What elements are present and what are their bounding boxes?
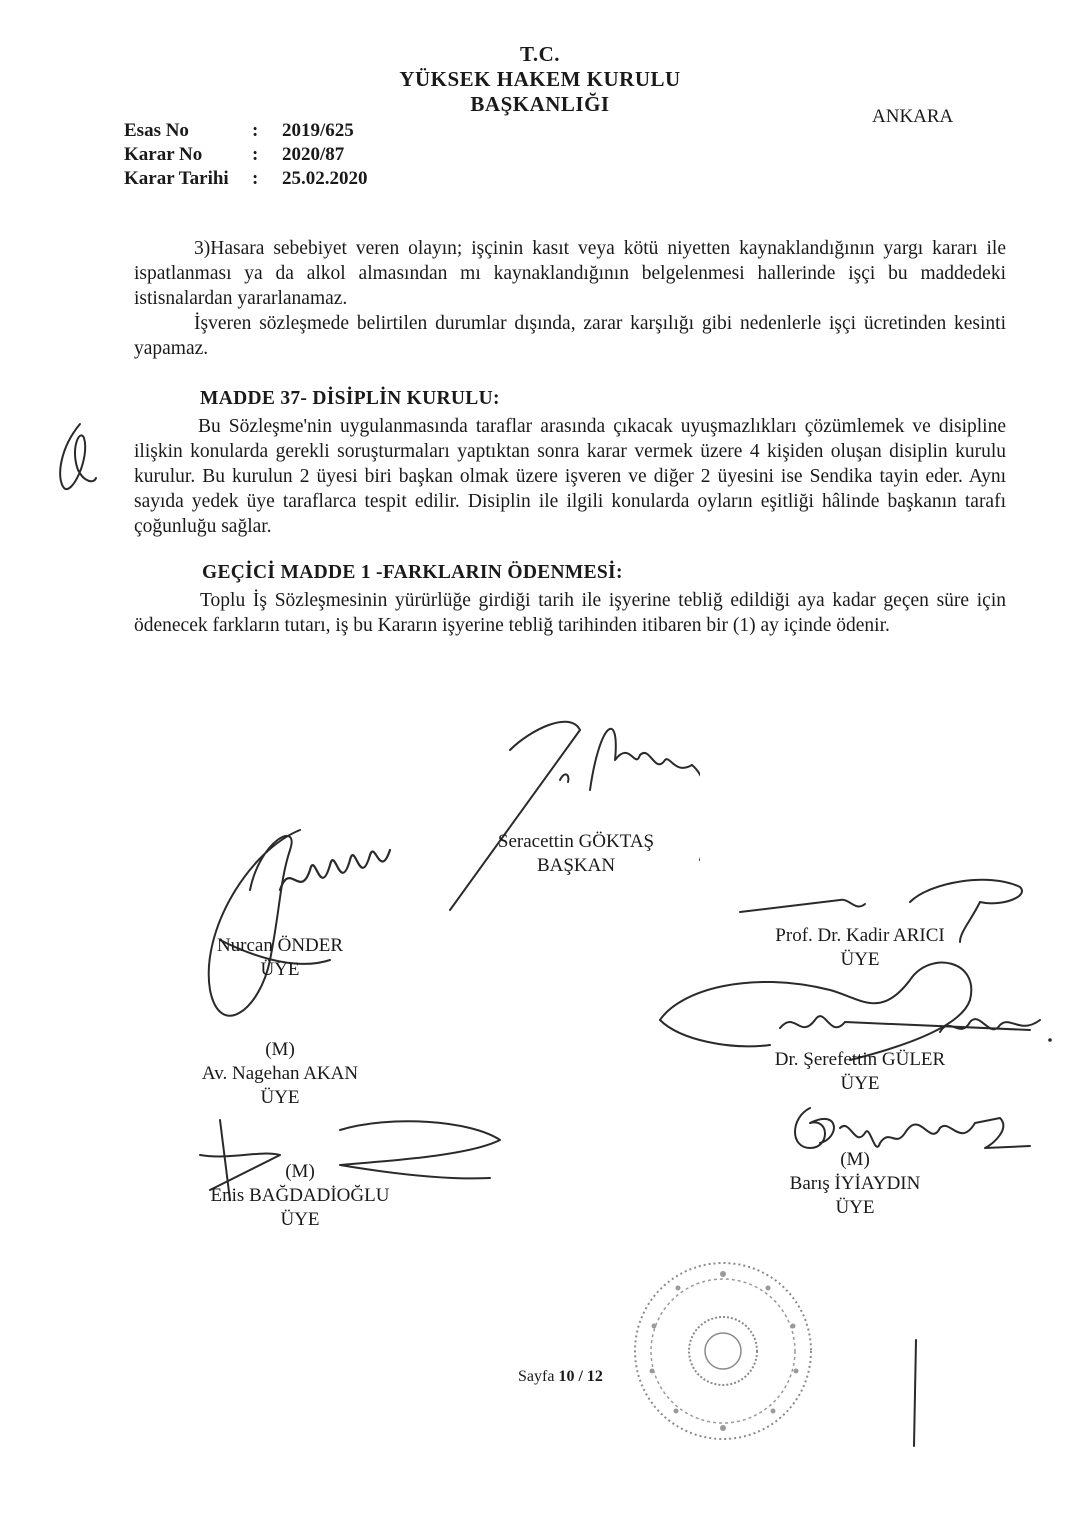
signatory-name: Barış İYİAYDIN — [789, 1173, 921, 1194]
signatory-role: ÜYE — [280, 1209, 320, 1230]
header-institution: YÜKSEK HAKEM KURULU — [399, 67, 681, 91]
page-prefix: Sayfa — [518, 1368, 559, 1385]
meta-value: 2019/625 — [282, 120, 354, 141]
signatory-goktas — [466, 830, 686, 878]
gecici-madde-text: Toplu İş Sözleşmesinin yürürlüğe girdiği tarih ile işyerine tebliğ edildiği aya kadar geçen süre için ödenecek farkların tutarı, iş bu Kararın işyerine tebliğ tarihinden itibaren bir (1) ay içinde ödenir. — [134, 590, 1006, 636]
signatory-akan — [180, 1038, 380, 1110]
signatory-mark: (M) — [285, 1161, 315, 1182]
signatory-mark: (M) — [840, 1149, 870, 1170]
signature-onder — [190, 810, 400, 1040]
madde37-title: MADDE 37- DİSİPLİN KURULU: — [200, 388, 500, 409]
meta-sep: : — [252, 144, 259, 165]
signatory-onder — [180, 934, 380, 982]
case-meta — [124, 120, 368, 192]
meta-row-karar — [124, 144, 368, 168]
meta-value: 25.02.2020 — [282, 168, 368, 189]
signatory-role: ÜYE — [835, 1197, 875, 1218]
signatory-name: Av. Nagehan AKAN — [201, 1063, 359, 1084]
signatory-role: ÜYE — [840, 1073, 880, 1094]
meta-label: Karar Tarihi — [124, 168, 229, 189]
signatory-iyiaydin — [760, 1148, 950, 1220]
page-sep: / — [574, 1368, 587, 1385]
signatory-name: Seracettin GÖKTAŞ — [497, 831, 655, 852]
signatory-bagdadioglu — [185, 1160, 415, 1232]
signatory-name: Prof. Dr. Kadir ARICI — [775, 925, 945, 946]
paragraph-hasara: 3)Hasara sebebiyet veren olayın; işçinin kasıt veya kötü niyetten kaynaklandığının yargı kararı ile ispatlanması ya da alkol almasından mı kaynaklandığının belgelenmesi hallerinde işçi bu maddedeki istisnalardan yararlanamaz. — [134, 238, 1006, 309]
signature-goktas — [430, 700, 700, 920]
header-presidency: BAŞKANLIĞI — [470, 92, 610, 116]
meta-sep: : — [252, 168, 259, 189]
signatory-role: ÜYE — [260, 959, 300, 980]
signatory-name: Enis BAĞDADİOĞLU — [210, 1185, 390, 1206]
signatory-mark: (M) — [265, 1039, 295, 1060]
margin-pen-stroke — [904, 1336, 924, 1456]
signatory-role: ÜYE — [260, 1087, 300, 1108]
signatory-arici — [740, 924, 980, 972]
header-tc: T.C. — [519, 42, 561, 66]
header-city: ANKARA — [872, 106, 954, 127]
meta-value: 2020/87 — [282, 144, 345, 165]
meta-label: Esas No — [124, 120, 189, 141]
page-total: 12 — [586, 1368, 603, 1385]
signatory-role: ÜYE — [840, 949, 880, 970]
signatory-role: BAŞKAN — [536, 855, 616, 876]
official-seal-icon — [628, 1256, 818, 1446]
meta-label: Karar No — [124, 144, 203, 165]
signatory-name: Nurcan ÖNDER — [216, 935, 344, 956]
paragraph-isveren: İşveren sözleşmede belirtilen durumlar dışında, zarar karşılığı gibi nedenlerle işçi ücretinden kesinti yapamaz. — [134, 313, 1006, 359]
gecici-madde-title: GEÇİCİ MADDE 1 -FARKLARIN ÖDENMESİ: — [202, 562, 623, 583]
page-current: 10 — [558, 1368, 575, 1385]
document-header — [330, 42, 750, 117]
meta-row-esas — [124, 120, 368, 144]
meta-row-tarih — [124, 168, 368, 192]
page-number — [518, 1368, 603, 1386]
meta-sep: : — [252, 120, 259, 141]
madde37-text: Bu Sözleşme'nin uygulanmasında taraflar arasında çıkacak uyuşmazlıkları çözümlemek ve disipline ilişkin konularda gerekli soruşturmaları yaptıktan sonra karar vermek üzere 4 kişiden oluşan disiplin kurulu kurulur. Bu kurulun 2 üyesi biri başkan olmak üzere işveren ve diğer 2 üyesini ise Sendika tayin eder. Aynı sayıda yedek üye taraflarca tespit edilir. Disiplin ile ilgili konularda oyların eşitliği hâlinde başkanın tarafı çoğunluğu sağlar. — [134, 416, 1006, 537]
margin-initial-mark — [50, 418, 100, 498]
signatory-guler — [745, 1048, 975, 1096]
signatory-name: Dr. Şerefettin GÜLER — [774, 1049, 946, 1070]
